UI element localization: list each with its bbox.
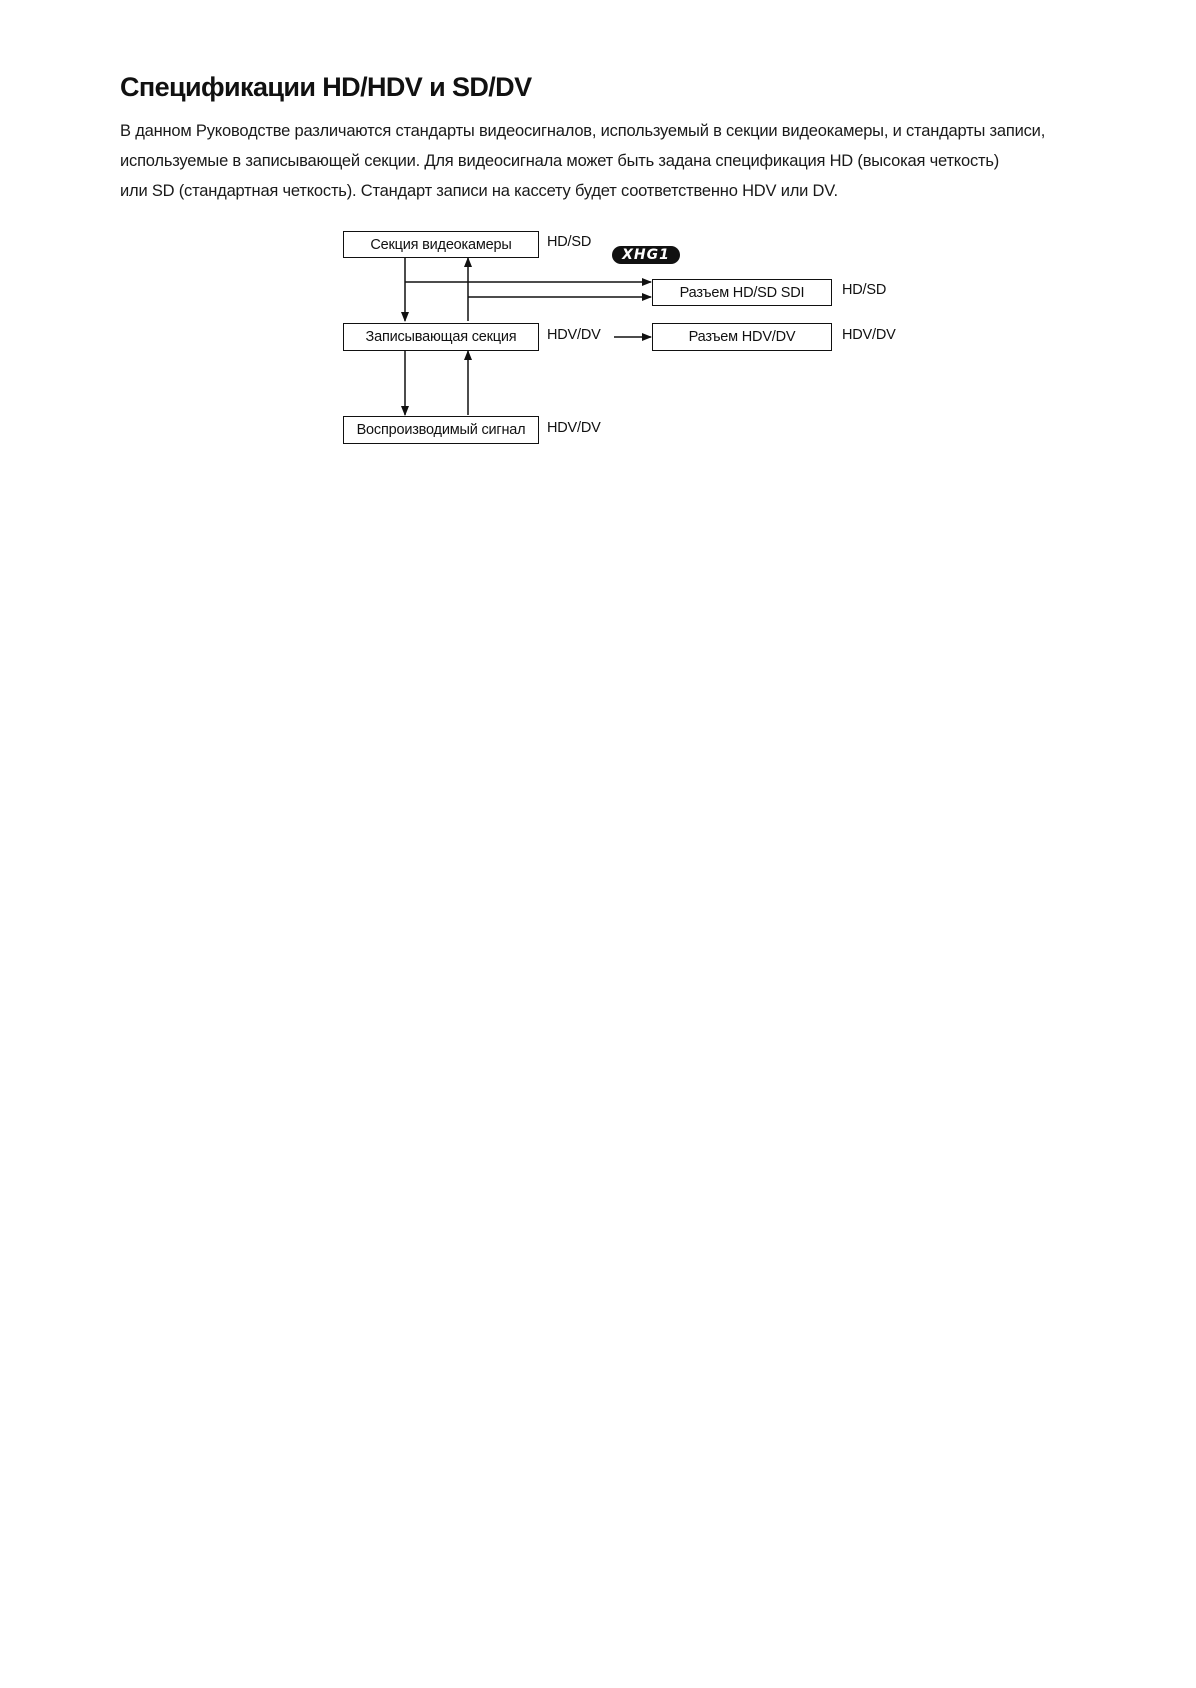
camera-section-label: Секция видеокамеры <box>370 236 512 253</box>
intro-paragraph <box>120 116 1110 206</box>
sdi-connector-box <box>652 279 832 306</box>
hdv-connector-box <box>652 323 832 351</box>
recording-section-label: Записывающая секция <box>365 329 517 345</box>
camera-section-spec: HD/SD <box>547 234 592 250</box>
recording-section-box <box>343 323 539 351</box>
hdv-connector-label: Разъем HDV/DV <box>688 329 796 345</box>
sdi-connector-spec: HD/SD <box>842 282 887 298</box>
playback-signal-box <box>343 416 539 444</box>
sdi-connector-label: Разъем HD/SD SDI <box>679 284 805 301</box>
camera-section-box <box>343 231 539 258</box>
hdv-connector-spec: HDV/DV <box>842 327 896 343</box>
recording-section-spec: HDV/DV <box>547 327 601 343</box>
page-title: Спецификации HD/HDV и SD/DV <box>120 72 532 102</box>
xhg1-model-badge: XHG1 <box>612 246 680 264</box>
playback-signal-spec: HDV/DV <box>547 420 601 436</box>
intro-line: В данном Руководстве различаются стандарты видеосигналов, используемый в секции видеокамеры, и стандарты записи, <box>120 122 1046 140</box>
intro-line: используемые в записывающей секции. Для видеосигнала может быть задана спецификация HD (высокая четкость) <box>120 152 1000 170</box>
intro-line: или SD (стандартная четкость). Стандарт записи на кассету будет соответственно HDV или DV. <box>120 182 838 200</box>
playback-signal-label: Воспроизводимый сигнал <box>356 422 526 438</box>
